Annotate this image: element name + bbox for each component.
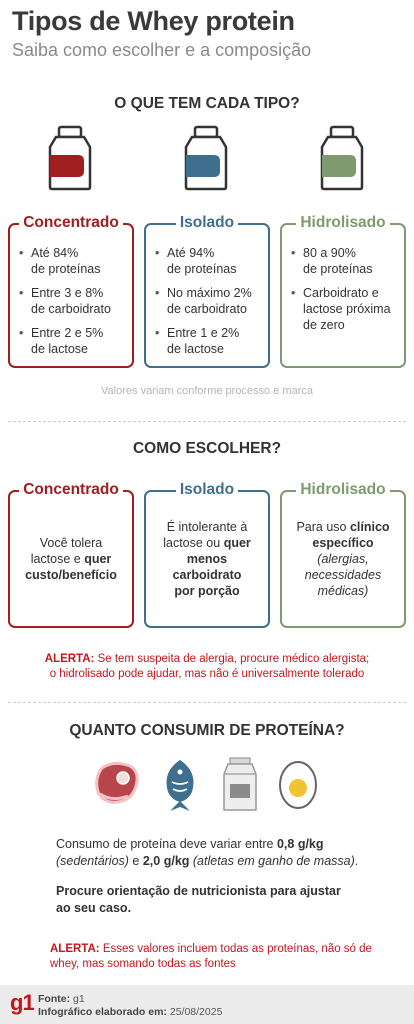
card-title-hidrolisado: Hidrolisado: [296, 481, 389, 498]
card-title-concentrado: Concentrado: [19, 481, 123, 498]
jar-isolado-icon: [180, 125, 232, 191]
jar-hidrolisado-icon: [316, 125, 368, 191]
list-item: • No máximo 2% de carboidrato: [155, 285, 262, 317]
milk-carton-icon: [222, 756, 258, 812]
nutritionist-advice: Procure orientação de nutricionista para ajustar ao seu caso.: [56, 884, 341, 915]
list-item: • Carboidrato e lactose próxima de zero: [291, 285, 398, 333]
list-item: • Até 84% de proteínas: [19, 245, 126, 277]
card-concentrado-choose: [8, 481, 134, 628]
consumption-text: Consumo de proteína deve variar entre 0,8 g/kg (sedentários) e 2,0 g/kg (atletas em ganho de massa).: [56, 837, 359, 868]
list-item: • Entre 2 e 5% de lactose: [19, 325, 126, 357]
alert-values: ALERTA: Esses valores incluem todas as proteínas, não só de whey, mas somando todas as fontes: [50, 943, 372, 970]
list-item: • 80 a 90% de proteínas: [291, 245, 398, 277]
alert-allergy: ALERTA: Se tem suspeita de alergia, procure médico alergista; o hidrolisado pode ajudar, mas não é universalmente tolerado: [44, 653, 370, 680]
fish-icon: [158, 758, 202, 812]
card-isolado-composition: [144, 214, 270, 368]
footer-source: Fonte: g1: [38, 993, 85, 1005]
card-concentrado-composition: [8, 214, 134, 368]
card-hidrolisado-choose: [280, 481, 406, 628]
divider: [8, 702, 406, 703]
page-title: Tipos de Whey protein: [12, 6, 295, 36]
card-isolado-choose: [144, 481, 270, 628]
section-heading-types: O QUE TEM CADA TIPO?: [114, 95, 300, 112]
list-item: • Entre 3 e 8% de carboidrato: [19, 285, 126, 317]
list-item: • Até 94% de proteínas: [155, 245, 262, 277]
card-title-hidrolisado: Hidrolisado: [296, 214, 389, 231]
jar-concentrado-icon: [44, 125, 96, 191]
section-heading-consumption: QUANTO CONSUMIR DE PROTEÍNA?: [69, 722, 345, 739]
choose-text-concentrado: Você tolera lactose e quer custo/benefício: [25, 536, 117, 582]
values-note: Valores variam conforme processo e marca: [101, 385, 313, 397]
footer-date: Infográfico elaborado em: 25/08/2025: [38, 1006, 223, 1018]
divider: [8, 421, 406, 422]
card-title-isolado: Isolado: [176, 481, 238, 498]
section-heading-choose: COMO ESCOLHER?: [132, 440, 282, 457]
g1-logo: g1: [10, 990, 34, 1015]
egg-icon: [278, 758, 318, 810]
choose-text-isolado: É intolerante à lactose ou quer menos carboidrato por porção: [163, 520, 251, 598]
card-title-isolado: Isolado: [176, 214, 238, 231]
card-title-concentrado: Concentrado: [19, 214, 123, 231]
meat-icon: [92, 758, 142, 808]
page-subtitle: Saiba como escolher e a composição: [12, 40, 312, 60]
list-item: • Entre 1 e 2% de lactose: [155, 325, 262, 357]
card-hidrolisado-composition: [280, 214, 406, 368]
choose-text-hidrolisado: Para uso clínico específico (alergias, necessidades médicas): [296, 520, 390, 598]
footer: [0, 985, 414, 1024]
